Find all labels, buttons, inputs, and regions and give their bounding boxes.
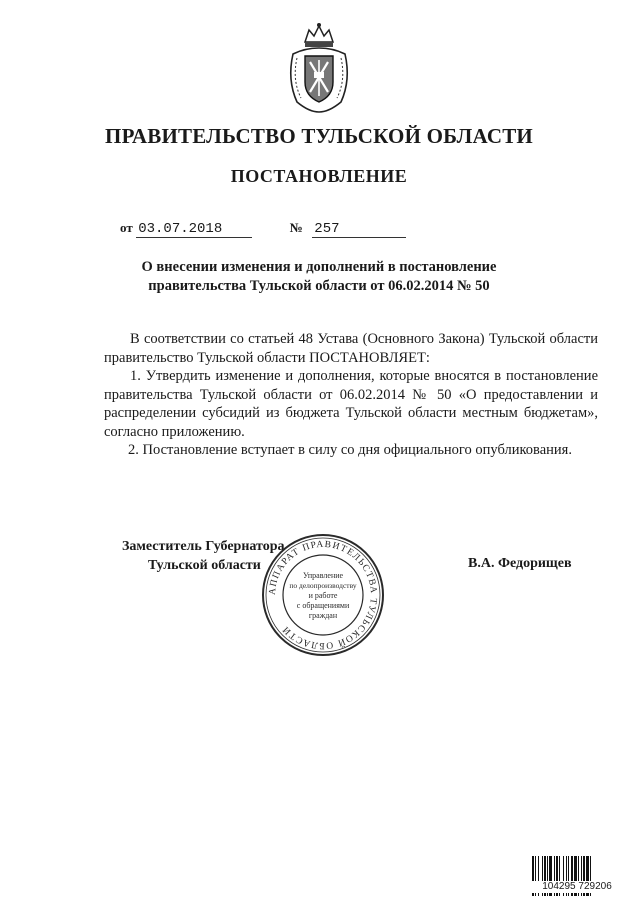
signatory-name: В.А. Федорищев xyxy=(468,556,572,571)
body-paragraph-1: В соответствии со статьей 48 Устава (Основного Закона) Тульской области правительство Тульской области ПОСТАНОВЛЯЕТ: xyxy=(104,331,598,366)
seal-ring-text: АППАРАТ ПРАВИТЕЛЬСТВА ТУЛЬСКОЙ ОБЛАСТИ xyxy=(267,539,379,651)
body-paragraph-2: 1. Утвердить изменение и дополнения, которые вносятся в постановление правительства Тульской области от 06.02.2014 № 50 «О предоставлении и распределении субсидий из бюджета Тульской области местным бюджетам», согласно приложению. xyxy=(104,368,598,440)
organization-name: ПРАВИТЕЛЬСТВО ТУЛЬСКОЙ ОБЛАСТИ xyxy=(105,124,533,148)
date-label: от xyxy=(120,220,133,235)
position-line-1: Заместитель Губернатора xyxy=(122,539,285,554)
seal-line-5: граждан xyxy=(308,611,338,620)
document-body xyxy=(104,330,598,460)
seal-line-4: с обращениями xyxy=(296,601,350,610)
position-line-2: Тульской области xyxy=(148,558,261,573)
body-paragraph-3: 2. Постановление вступает в силу со дня официального опубликования. xyxy=(128,442,572,458)
date-value: 03.07.2018 xyxy=(136,221,252,238)
number-label: № xyxy=(289,220,303,235)
coat-of-arms-emblem xyxy=(283,20,355,114)
date-number-line xyxy=(120,220,406,238)
seal-line-1: Управление xyxy=(302,571,344,580)
number-value: 257 xyxy=(312,221,406,238)
document-title xyxy=(100,258,538,296)
official-seal-stamp xyxy=(260,532,386,658)
barcode-number: 104295 729206 xyxy=(531,881,623,893)
title-line-1: О внесении изменения и дополнений в постановление xyxy=(141,259,497,275)
document-type: ПОСТАНОВЛЕНИЕ xyxy=(230,166,408,186)
title-line-2: правительства Тульской области от 06.02.2014 № 50 xyxy=(148,278,490,294)
seal-line-3: и работе xyxy=(308,591,338,600)
seal-line-2: по делопроизводству xyxy=(289,581,357,590)
